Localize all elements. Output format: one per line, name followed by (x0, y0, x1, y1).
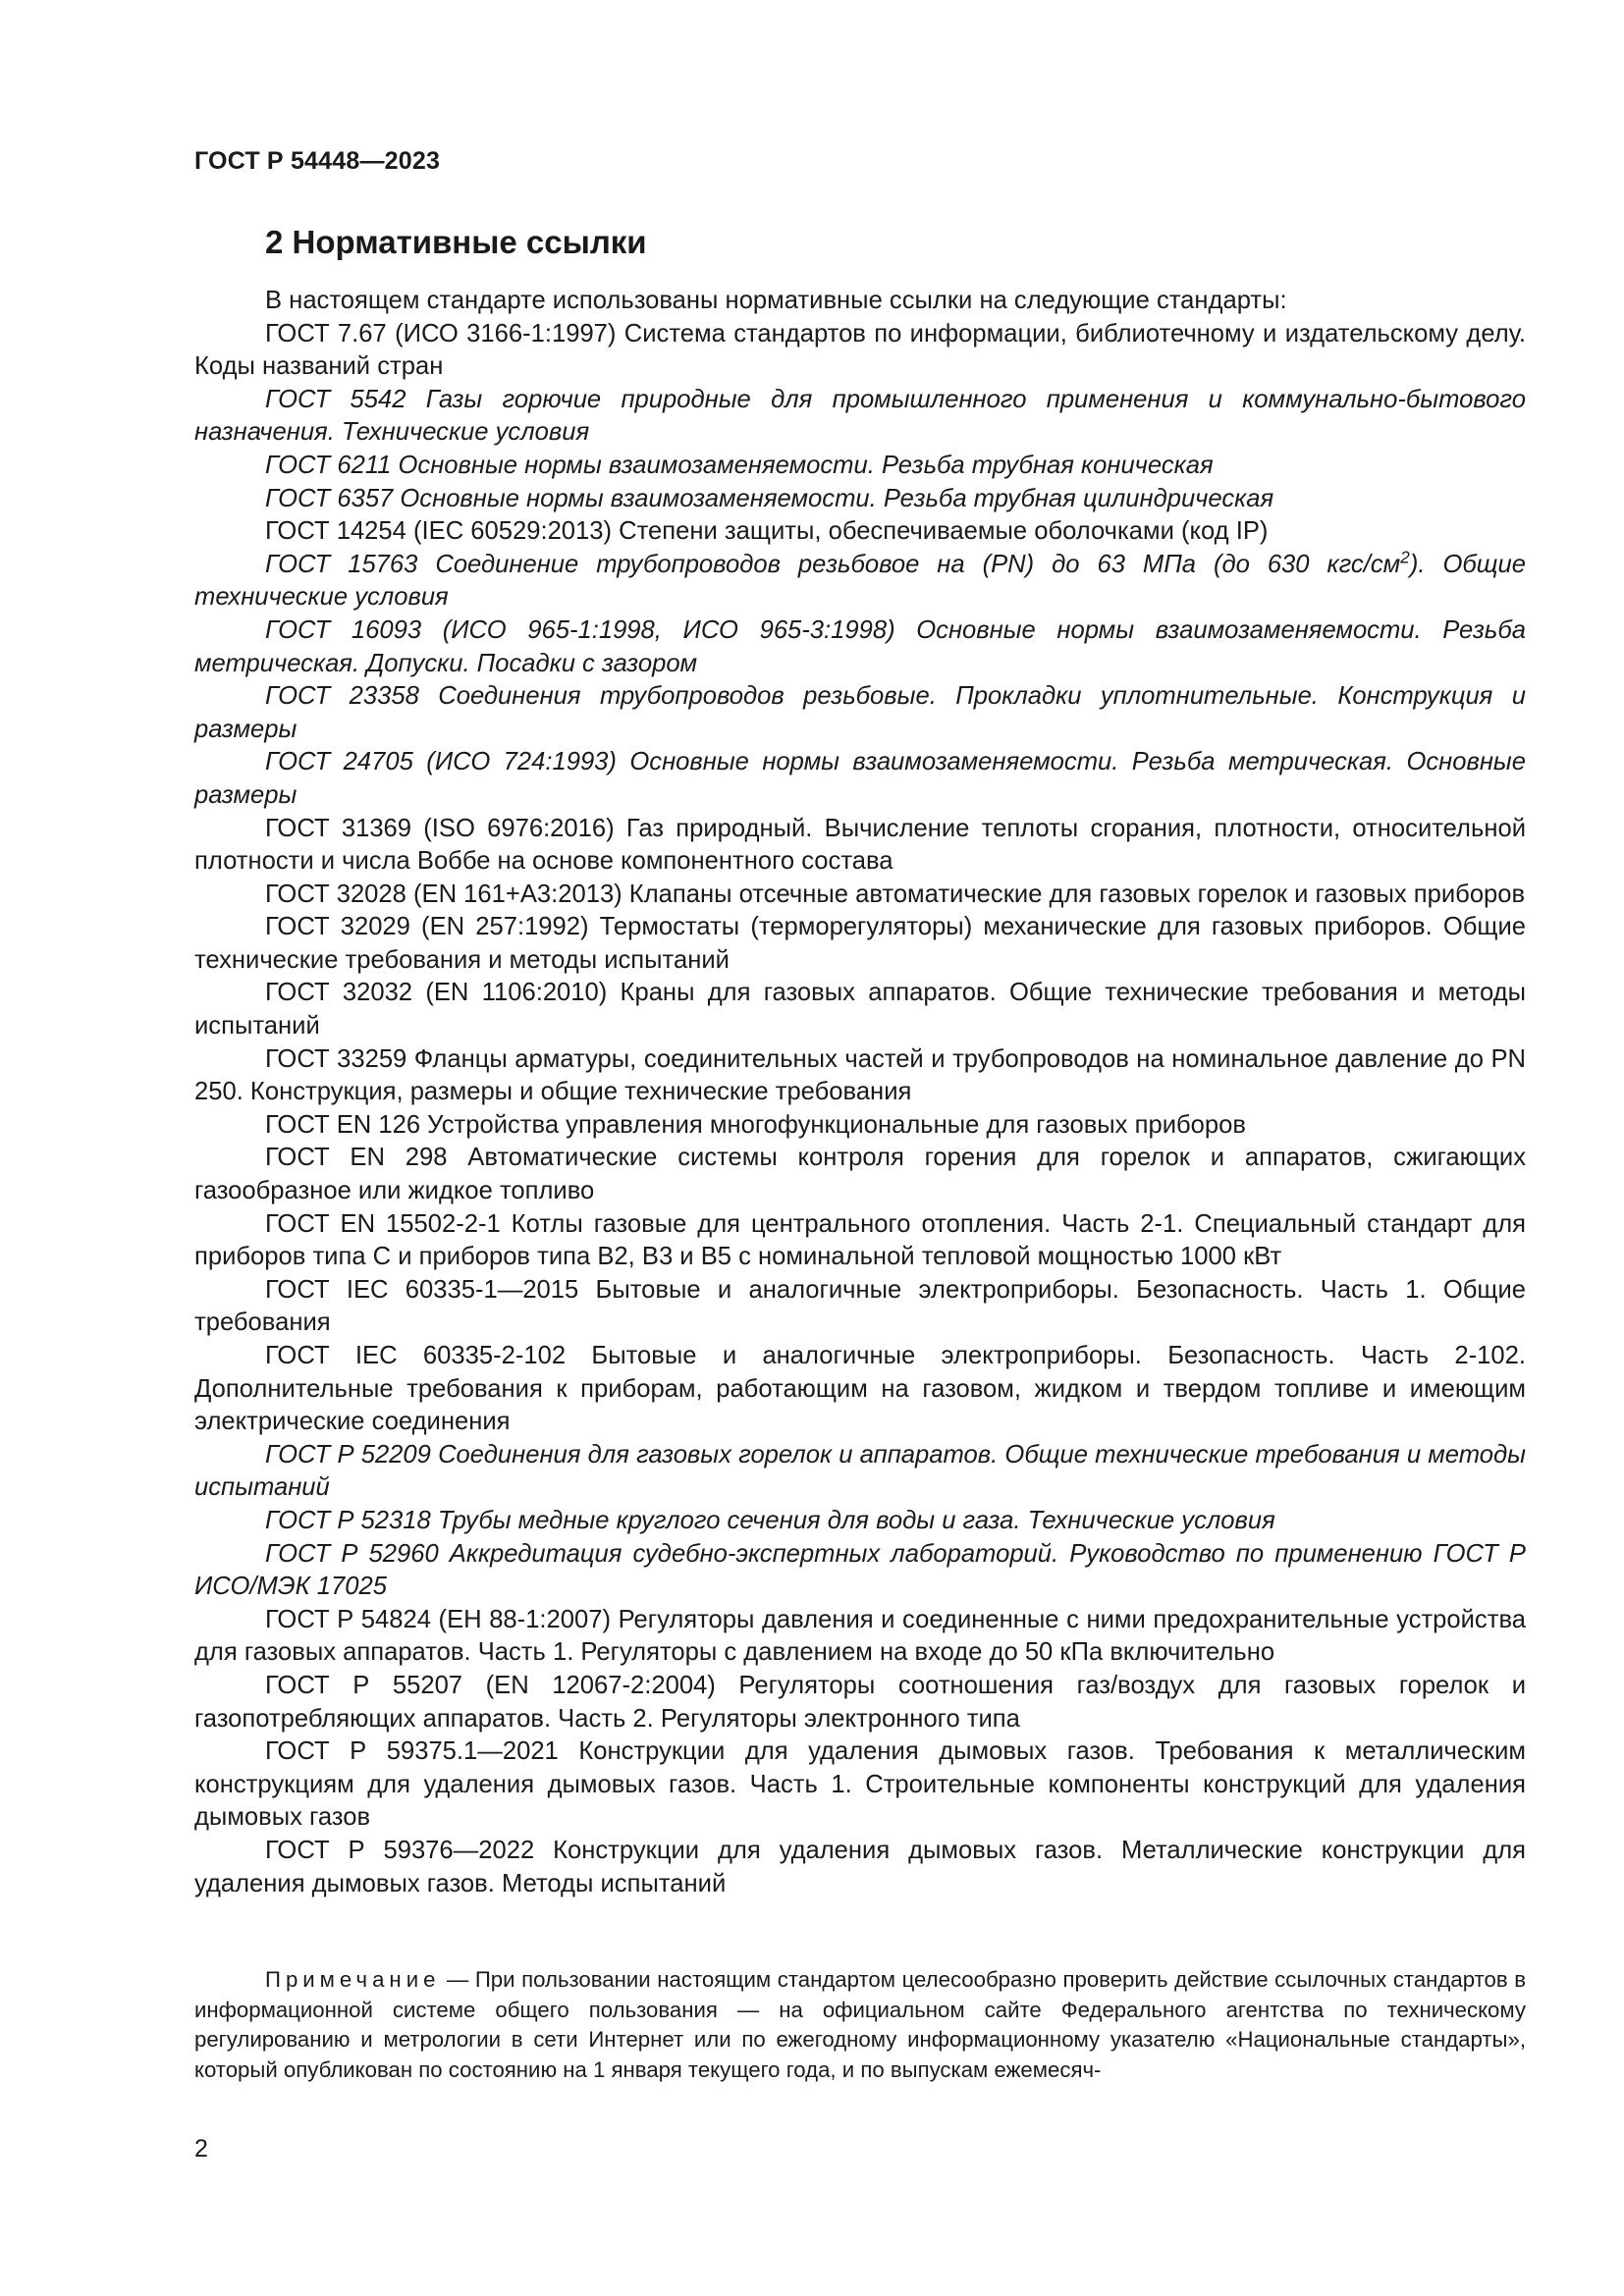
reference-item: ГОСТ Р 59375.1—2021 Конструкции для удаления дымовых газов. Требования к металлическим конструкциям для удаления дымовых газов. Часть 1. Строительные компоненты конструкций для удаления дымовых газов (194, 1737, 1526, 1832)
reference-text-before-sup: ГОСТ 15763 Соединение трубопроводов резьбовое на (PN) до 63 МПа (до 630 кгс/см (265, 550, 1401, 578)
reference-item: ГОСТ Р 52318 Трубы медные круглого сечения для воды и газа. Технические условия (265, 1506, 1275, 1534)
reference-item: ГОСТ 31369 (ISO 6976:2016) Газ природный. Вычисление теплоты сгорания, плотности, относительной плотности и числа Воббе на основе компонентного состава (194, 814, 1526, 876)
reference-item (194, 549, 1526, 614)
reference-item: ГОСТ 32028 (EN 161+A3:2013) Клапаны отсечные автоматические для газовых горелок и газовых приборов (265, 880, 1526, 908)
reference-item: ГОСТ EN 126 Устройства управления многофункциональные для газовых приборов (265, 1110, 1246, 1139)
reference-item: ГОСТ 16093 (ИСО 965-1:1998, ИСО 965-3:1998) Основные нормы взаимозаменяемости. Резьба метрическая. Допуски. Посадки с зазором (194, 615, 1526, 677)
document-header: ГОСТ Р 54448—2023 (194, 147, 441, 175)
page-number: 2 (194, 2135, 208, 2163)
reference-text-after-sup: ). Общие технические условия (194, 550, 1526, 612)
reference-item: ГОСТ 32029 (EN 257:1992) Термостаты (терморегуляторы) механические для газовых приборов. Общие технические требования и методы испытаний (194, 913, 1526, 974)
note-label: Примечание (265, 1967, 441, 1992)
reference-item: ГОСТ 32032 (EN 1106:2010) Краны для газовых аппаратов. Общие технические требования и методы испытаний (194, 979, 1526, 1041)
reference-item: ГОСТ 23358 Соединения трубопроводов резьбовые. Прокладки уплотнительные. Конструкция и размеры (194, 682, 1526, 743)
reference-item: ГОСТ Р 52209 Соединения для газовых горелок и аппаратов. Общие технические требования и методы испытаний (194, 1440, 1526, 1502)
section-title: 2 Нормативные ссылки (265, 224, 647, 260)
reference-item: ГОСТ IEC 60335-1—2015 Бытовые и аналогичные электроприборы. Безопасность. Часть 1. Общие требования (194, 1275, 1526, 1337)
note-paragraph (194, 1965, 1526, 2085)
references-list (194, 285, 1526, 1900)
reference-item: ГОСТ 14254 (IEC 60529:2013) Степени защиты, обеспечиваемые оболочками (код IP) (265, 517, 1269, 546)
reference-item: ГОСТ EN 15502-2-1 Котлы газовые для центрального отопления. Часть 2-1. Специальный стандарт для приборов типа C и приборов типа B2, B3 и B5 с номинальной тепловой мощностью 1000 кВт (194, 1209, 1526, 1271)
reference-item: ГОСТ 24705 (ИСО 724:1993) Основные нормы взаимозаменяемости. Резьба метрическая. Основные размеры (194, 748, 1526, 809)
reference-item: ГОСТ Р 52960 Аккредитация судебно-экспертных лабораторий. Руководство по применению ГОСТ Р ИСО/МЭК 17025 (194, 1539, 1526, 1601)
reference-item: ГОСТ EN 298 Автоматические системы контроля горения для горелок и аппаратов, сжигающих газообразное или жидкое топливо (194, 1144, 1526, 1205)
reference-item: ГОСТ 6211 Основные нормы взаимозаменяемости. Резьба трубная коническая (265, 451, 1214, 479)
reference-item: ГОСТ 5542 Газы горючие природные для промышленного применения и коммунально-бытового назначения. Технические условия (194, 385, 1526, 447)
reference-item: ГОСТ 33259 Фланцы арматуры, соединительных частей и трубопроводов на номинальное давление до PN 250. Конструкция, размеры и общие технические требования (194, 1044, 1526, 1106)
reference-item: ГОСТ 7.67 (ИСО 3166-1:1997) Система стандартов по информации, библиотечному и издательскому делу. Коды названий стран (194, 319, 1526, 381)
reference-item: ГОСТ Р 54824 (ЕН 88-1:2007) Регуляторы давления и соединенные с ними предохранительные устройства для газовых аппаратов. Часть 1. Регуляторы с давлением на входе до 50 кПа включительно (194, 1605, 1526, 1667)
reference-item: ГОСТ IEC 60335-2-102 Бытовые и аналогичные электроприборы. Безопасность. Часть 2-102. Дополнительные требования к приборам, работающим на газовом, жидком и твердом топливе и имеющим электрические соединения (194, 1342, 1526, 1436)
intro-paragraph: В настоящем стандарте использованы нормативные ссылки на следующие стандарты: (265, 287, 1287, 314)
reference-item: ГОСТ Р 59376—2022 Конструкции для удаления дымовых газов. Металлические конструкции для удаления дымовых газов. Методы испытаний (194, 1836, 1526, 1897)
superscript: 2 (1400, 547, 1410, 567)
reference-item: ГОСТ 6357 Основные нормы взаимозаменяемости. Резьба трубная цилиндрическая (265, 484, 1274, 512)
reference-item: ГОСТ Р 55207 (EN 12067-2:2004) Регуляторы соотношения газ/воздух для газовых горелок и газопотребляющих аппаратов. Часть 2. Регуляторы электронного типа (194, 1671, 1526, 1733)
note-text: — При пользовании настоящим стандартом целесообразно проверить действие ссылочных стандартов в информационной системе общего пользования — на официальном сайте Федерального агентства по техническому регулированию и метрологии в сети Интернет или по ежегодному информационному указателю «Национальные стандарты», который опубликован по состоянию на 1 января текущего года, и по выпускам ежемесяч- (194, 1967, 1526, 2082)
